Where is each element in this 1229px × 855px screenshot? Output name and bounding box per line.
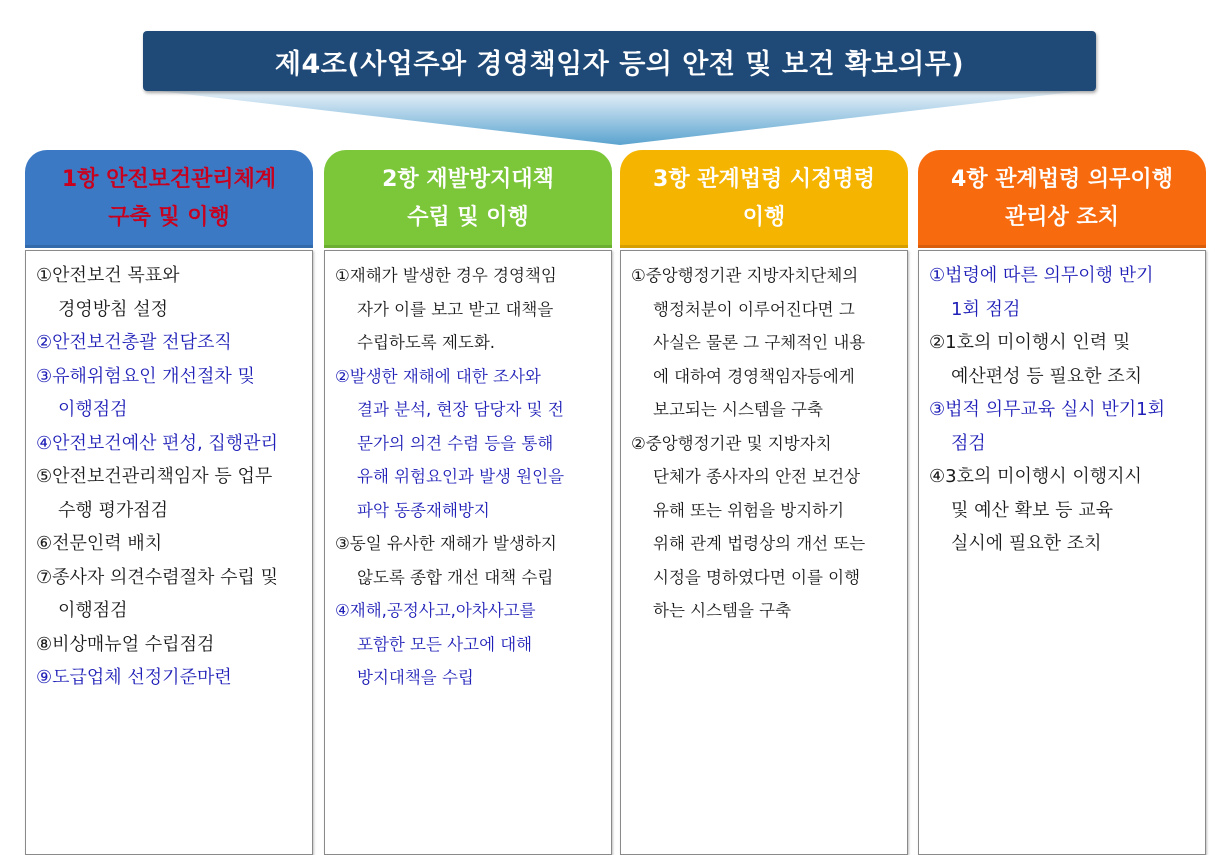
column-2-line: 파악 동종재해방지 [357, 500, 490, 520]
column-1-title-line-2: 구축 및 이행 [108, 205, 230, 230]
column-4-body [918, 250, 1206, 855]
column-3-line: ①중앙행정기관 지방자치단체의 [631, 266, 859, 285]
column-3-line: 보고되는 시스템을 구축 [653, 400, 823, 419]
page-title: 제4조(사업주와 경영책임자 등의 안전 및 보건 확보의무) [274, 48, 965, 80]
column-1-line: ⑦종사자 의견수렴절차 수립 및 [36, 566, 278, 588]
column-4-line: 및 예산 확보 등 교육 [951, 499, 1113, 521]
column-4-line: ②1호의 미이행시 인력 및 [929, 332, 1131, 353]
column-2-line: 결과 분석, 현장 담당자 및 전 [357, 400, 564, 419]
column-2-line: 유해 위험요인과 발생 원인을 [357, 467, 565, 486]
column-3 [620, 150, 908, 620]
column-3-header [620, 150, 908, 248]
column-2-line: 자가 이를 보고 받고 대책을 [357, 299, 554, 319]
column-1-line: 이행점검 [58, 600, 128, 621]
column-2-line: ③동일 유사한 재해가 발생하지 [335, 534, 557, 553]
column-1-line: ⑧비상매뉴얼 수립점검 [36, 633, 215, 655]
column-4-title-line-2: 관리상 조치 [1005, 205, 1119, 230]
column-3-line: ②중앙행정기관 및 지방자치 [631, 433, 832, 453]
column-3-line: 시정을 명하였다면 이를 이행 [653, 567, 861, 587]
column-2-line: ④재해,공정사고,아차사고를 [335, 601, 536, 620]
column-2-title-line-2: 수립 및 이행 [407, 205, 529, 230]
column-2-line: ①재해가 발생한 경우 경영책임 [335, 266, 557, 285]
column-4-header [918, 150, 1206, 248]
column-2-line: 포함한 모든 사고에 대해 [357, 634, 533, 654]
column-2-line: 문가의 의견 수렴 등을 통해 [357, 433, 554, 453]
column-3-line: 위해 관계 법령상의 개선 또는 [653, 534, 866, 553]
column-4-line: 실시에 필요한 조치 [951, 533, 1102, 554]
column-1-title-line-1: 1항 안전보건관리체계 [61, 167, 277, 192]
column-4-line: 점검 [951, 432, 986, 454]
column-3-line: 사실은 물론 그 구체적인 내용 [653, 333, 866, 352]
column-4-line: 1회 점검 [951, 298, 1021, 320]
column-4-title-line-1: 4항 관계법령 의무이행 [951, 167, 1173, 192]
column-1-line: ④안전보건예산 편성, 집행관리 [36, 432, 278, 454]
column-1 [25, 150, 313, 688]
column-1-line: 수행 평가점검 [58, 499, 169, 521]
column-3-line: 단체가 종사자의 안전 보건상 [653, 467, 861, 486]
column-4 [918, 150, 1206, 554]
column-3-line: 하는 시스템을 구축 [653, 601, 792, 620]
column-4-line: ①법령에 따른 의무이행 반기 [929, 265, 1154, 286]
column-2-line: 수립하도록 제도화. [357, 333, 496, 352]
column-2 [324, 150, 612, 687]
column-4-line: 예산편성 등 필요한 조치 [951, 365, 1143, 387]
column-1-line: ③유해위험요인 개선절차 및 [36, 365, 255, 387]
column-2-title-line-1: 2항 재발방지대책 [382, 167, 554, 192]
column-1-line: 이행점검 [58, 399, 128, 420]
column-1-line: 경영방침 설정 [58, 298, 169, 320]
column-3-line: 행정처분이 이루어진다면 그 [653, 299, 855, 319]
column-1-line: ②안전보건총괄 전담조직 [36, 332, 232, 353]
column-3-title-line-2: 이행 [742, 205, 786, 230]
column-2-header [324, 150, 612, 248]
column-1-line: ⑤안전보건관리책임자 등 업무 [36, 466, 273, 487]
column-4-line: ④3호의 미이행시 이행지시 [929, 466, 1142, 487]
column-1-line: ①안전보건 목표와 [36, 265, 180, 286]
column-4-line: ③법적 의무교육 실시 반기1회 [929, 399, 1166, 420]
column-1-line: ⑨도급업체 선정기준마련 [36, 667, 232, 688]
column-1-body [25, 250, 313, 855]
column-1-header [25, 150, 313, 248]
page-title-banner [143, 31, 1096, 91]
funnel-arrow [150, 90, 1090, 145]
column-3-title-line-1: 3항 관계법령 시정명령 [653, 167, 875, 192]
column-2-line: 않도록 종합 개선 대책 수립 [357, 567, 554, 587]
column-2-body [324, 250, 612, 855]
column-3-body [620, 250, 908, 855]
column-1-line: ⑥전문인력 배치 [36, 533, 163, 554]
column-2-line: ②발생한 재해에 대한 조사와 [335, 366, 541, 386]
column-2-line: 방지대책을 수립 [357, 668, 474, 687]
column-3-line: 에 대하여 경영책임자등에게 [653, 366, 855, 386]
column-3-line: 유해 또는 위험을 방지하기 [653, 500, 845, 520]
